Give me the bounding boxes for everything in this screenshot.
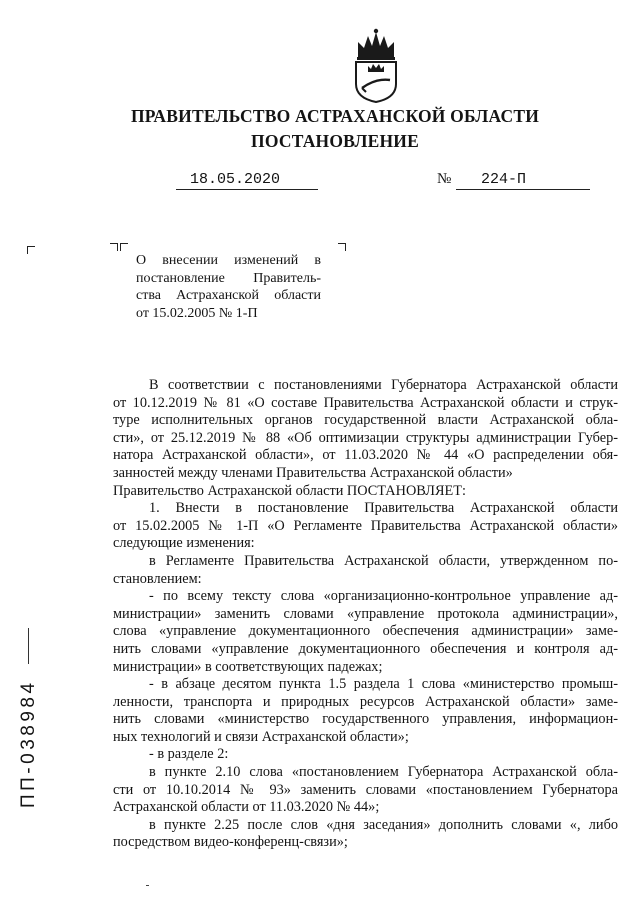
- corner-bracket: [120, 243, 128, 251]
- date-underline: [176, 188, 318, 190]
- body-line: 1. Внести в постановление Правительства Астраханской области: [149, 500, 618, 517]
- number-underline: [456, 188, 590, 190]
- body-line: посредством видео-конференц-связи»;: [113, 834, 348, 851]
- government-title: ПРАВИТЕЛЬСТВО АСТРАХАНСКОЙ ОБЛАСТИ: [130, 106, 540, 126]
- body-line: ленности, транспорта и природных ресурсов Астраханской области» заме-: [113, 693, 618, 710]
- margin-tick: [28, 628, 29, 664]
- body-line: В соответствии с постановлениями Губернатора Астраханской области: [149, 377, 618, 393]
- body-line: в пункте 2.10 слова «постановлением Губернатора Астраханской обла-: [149, 764, 618, 781]
- body-line: Правительство Астраханской области ПОСТАНОВЛЯЕТ:: [113, 482, 466, 499]
- body-line: министрации» в соответствующих падежах;: [113, 658, 383, 675]
- body-line: нить словами «министерство государственного управления, информацион-: [113, 711, 618, 728]
- body-line: слова «управление документационного обеспечения администрации» заме-: [113, 623, 618, 640]
- corner-bracket: [27, 246, 35, 254]
- subject-line: О внесении изменений в: [136, 253, 321, 268]
- subject-line: ства Астраханской области: [136, 288, 321, 303]
- body-line: - по всему тексту слова «организационно-контрольное управление ад-: [149, 588, 618, 605]
- body-line: становлением:: [113, 570, 202, 587]
- body-line: от 15.02.2005 № 1-П «О Регламенте Правительства Астраханской области»: [113, 517, 618, 534]
- body-line: в пункте 2.25 после слов «дня заседания» дополнить словами «, либо: [149, 816, 618, 833]
- body-line: сти», от 25.12.2019 № 88 «Об оптимизации структуры администрации Губер-: [113, 429, 618, 446]
- body-line: нить словами «управление документационного обеспечения и контроля ад-: [113, 640, 618, 657]
- subject-line: постановление Правитель-: [136, 270, 321, 286]
- subject-line: от 15.02.2005 № 1-П: [136, 305, 258, 321]
- body-line: сти от 10.10.2014 № 93» заменить словами «постановлением Губернатора: [113, 781, 618, 798]
- document-subject: [136, 252, 321, 322]
- body-line: от 10.12.2019 № 81 «О составе Правительства Астраханской области и струк-: [113, 394, 618, 411]
- body-line: - в разделе 2:: [149, 746, 229, 763]
- body-line: Астраханской области от 11.03.2020 № 44»;: [113, 799, 380, 816]
- coat-of-arms-icon: [350, 28, 402, 104]
- body-line: министрации» заменить словами «управление протокола администрации»,: [113, 605, 618, 622]
- number-sign: №: [437, 171, 452, 187]
- document-date: 18.05.2020: [190, 171, 281, 188]
- body-line: ных технологий и связи Астраханской области»;: [113, 728, 409, 745]
- document-type: ПОСТАНОВЛЕНИЕ: [251, 131, 419, 151]
- body-line: туре исполнительных органов государственной власти Астраханской обла-: [113, 412, 618, 429]
- document-number: 224-П: [481, 171, 527, 188]
- corner-bracket: [110, 243, 118, 251]
- scan-speck: [146, 885, 149, 886]
- corner-bracket: [338, 243, 346, 251]
- document-body: [113, 377, 618, 852]
- body-line: в Регламенте Правительства Астраханской области, утвержденном по-: [149, 552, 618, 569]
- blank-serial-number: ПП-038984: [18, 679, 39, 808]
- body-line: занностей между членами Правительства Астраханской области»: [113, 464, 513, 481]
- body-line: - в абзаце десятом пункта 1.5 раздела 1 слова «министерство промыш-: [149, 676, 618, 693]
- body-line: натора Астраханской области», от 11.03.2020 № 44 «О распределении обя-: [113, 447, 618, 464]
- body-line: следующие изменения:: [113, 535, 255, 552]
